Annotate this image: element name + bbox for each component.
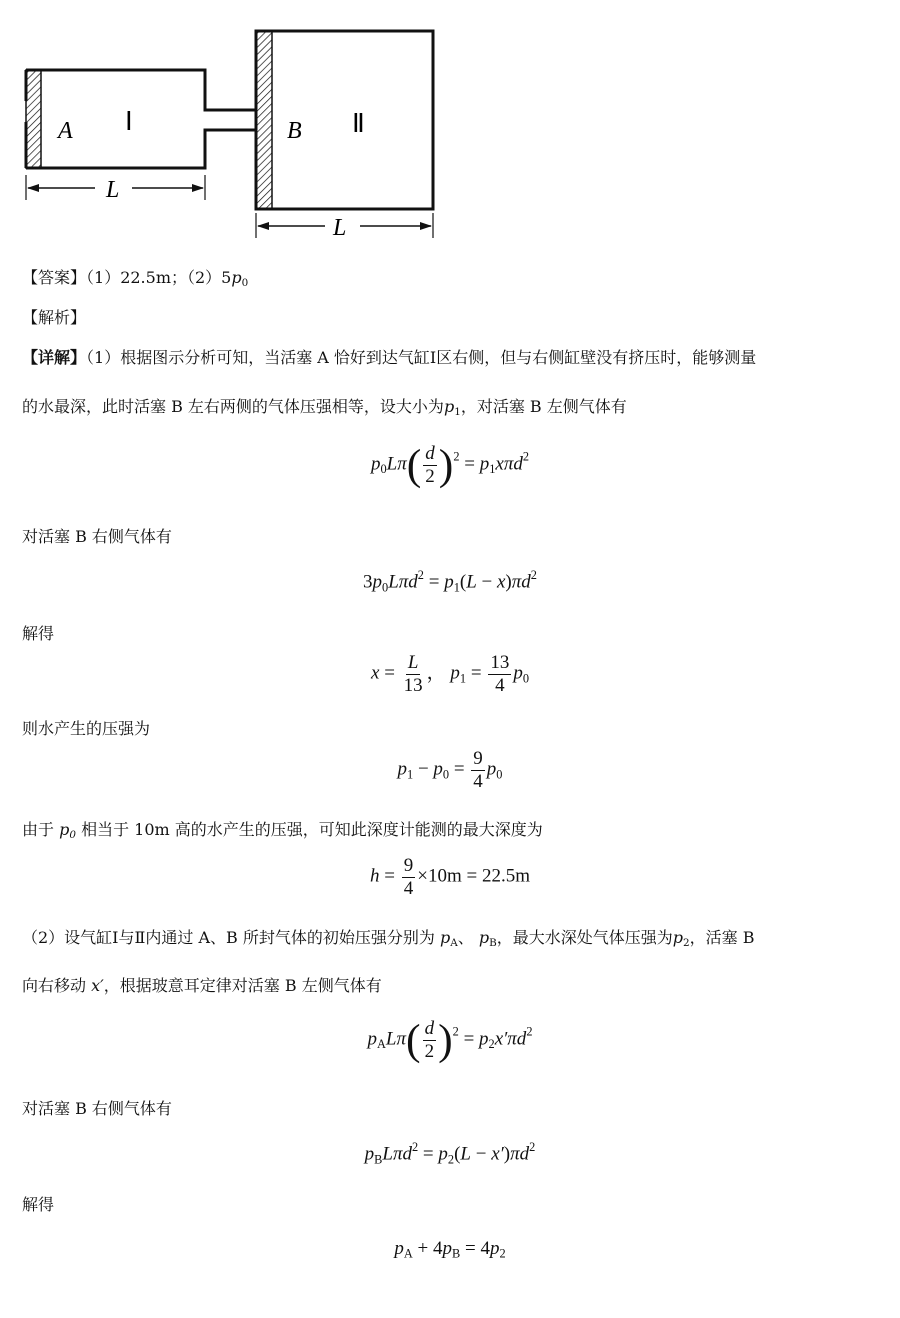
label-I: Ⅰ (125, 107, 133, 136)
solve-text-1: 解得 (22, 624, 55, 643)
right-side-text-2: 对活塞 B 右侧气体有 (22, 1099, 172, 1118)
equation-3: x = $\frac{L}{13}$ ， $p_1$ = $\frac{13}{4}$ $p_0$ (371, 652, 529, 696)
right-side-text-1: 对活塞 B 右侧气体有 (22, 527, 172, 546)
dimension-L-left: L (106, 177, 120, 203)
detail-line-2: 的水最深，此时活塞 B 左右两侧的气体压强相等，设大小为$p_1$，对活塞 B 左侧气体有 (22, 397, 627, 419)
label-B: B (287, 118, 302, 144)
equation-4: $p_1 - p_0$ = $\frac{9}{4}$ $p_0$ (397, 748, 503, 792)
part2-line-1: （2）设气缸Ⅰ与Ⅱ内通过 A、B 所封气体的初始压强分别为 $p_A$、 $p_B$，最大水深处气体压强为$p_2$，活塞 B (22, 928, 755, 950)
cylinder-I-top-wall (26, 70, 256, 110)
answer-line: 【答案】（1）22.5m；$(2)5p_0$ (22, 268, 249, 290)
detail-line-1: 【详解】（1）根据图示分析可知，当活塞 A 恰好到达气缸Ⅰ区右侧，但与右侧缸壁没有挤压时，能够测量 (22, 348, 757, 367)
p0-depth-text: 由于 $p_0$ 相当于 10m 高的水产生的压强，可知此深度计能测的最大深度为 (22, 820, 543, 842)
equation-6: $p_AL\pi$( $\frac{d}{2}$ )$^2 = p_2x'\pi d^2$ (367, 1016, 533, 1064)
answer-text: （1）22.5m；（2）5 (86, 268, 232, 287)
cylinder-figure (0, 0, 460, 250)
equation-5: h = $\frac{9}{4}$ ×10m = 22.5m (370, 855, 530, 899)
solve-text-2: 解得 (22, 1195, 55, 1214)
label-II: Ⅱ (352, 109, 365, 138)
cylinder-II (256, 31, 433, 209)
equation-8: $p_A + 4p_B = 4p_2$ (394, 1238, 506, 1261)
piston-A (26, 70, 41, 168)
equation-2: $3p_0L\pi d^2 = p_1(L - x)\pi d^2$ (363, 568, 537, 595)
answer-tag: 【答案】 (22, 268, 87, 287)
water-pressure-text: 则水产生的压强为 (22, 719, 151, 738)
analysis-tag: 【解析】 (22, 308, 87, 327)
label-A: A (58, 118, 73, 144)
cylinder-diagram (0, 0, 460, 250)
part2-line-2: 向右移动 x′，根据玻意耳定律对活塞 B 左侧气体有 (22, 976, 382, 995)
piston-B (256, 31, 272, 209)
equation-1: $p_0L\pi$( $\frac{d}{2}$ )$^2 = p_1x\pi d^2$ (370, 441, 530, 489)
equation-7: $p_BL\pi d^2 = p_2(L - x')\pi d^2$ (364, 1140, 536, 1167)
detail-tag: 【详解】 (22, 348, 87, 367)
dimension-L-right: L (333, 215, 347, 241)
